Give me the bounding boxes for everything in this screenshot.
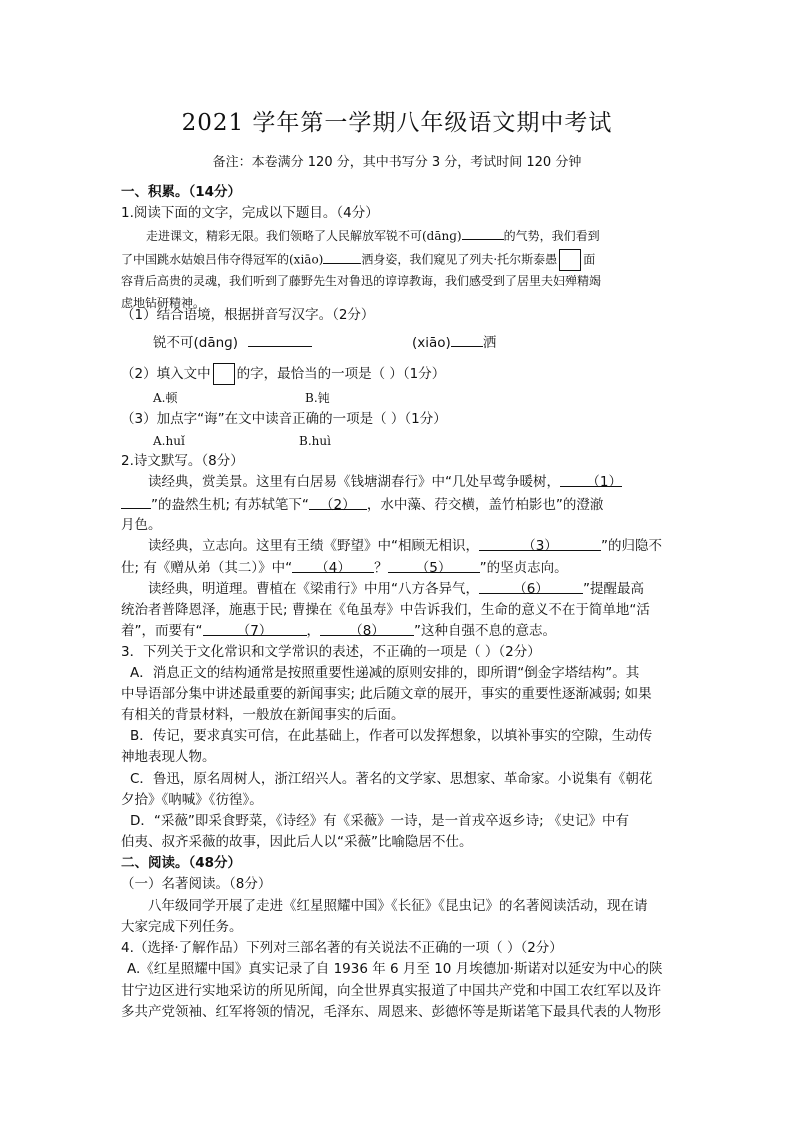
q4-stem: 4.（选择·了解作品）下列对三部名著的有关说法不正确的一项（ ）（2分） — [121, 940, 563, 956]
fill-box-ref — [213, 363, 235, 385]
q3-option-c-line-2: 夕拾》《呐喊》《彷徨》。 — [121, 792, 263, 808]
blank-1-cont[interactable] — [121, 495, 151, 509]
blank-5[interactable]: （5） — [388, 559, 480, 573]
q4-option-a-line-1[interactable]: A.《红星照耀中国》真实记录了自 1936 年 6 月至 10 月埃德加·斯诺对以延安为中心的陕 — [127, 961, 663, 977]
exam-note: 备注：本卷满分 120 分，其中书写分 3 分，考试时间 120 分钟 — [212, 155, 582, 170]
blank-2[interactable]: （2） — [309, 496, 367, 510]
blank-4[interactable]: （4） — [292, 559, 374, 573]
q3-option-a-line-3: 有相关的背景材料，一般放在新闻事实的后面。 — [121, 707, 405, 723]
q2-p1-line-2: ”的盎然生机; 有苏轼笔下“ （2） ，水中藻、荇交横，盖竹柏影也”的澄澈 — [121, 495, 603, 514]
q3-option-c-line-1[interactable]: C．鲁迅，原名周树人，浙江绍兴人。著名的文学家、思想家、革命家。小说集有《朝花 — [130, 771, 653, 787]
q2-p1-line-3: 月色。 — [121, 517, 162, 533]
q3-option-a-line-1[interactable]: A．消息正文的结构通常是按照重要性递减的原则安排的，即所谓“倒金字塔结构”。其 — [130, 665, 640, 681]
q2-p1-line-1: 读经典，赏美景。这里有白居易《钱塘湖春行》中“几处早莺争暖树， （1） — [148, 474, 622, 490]
q1-sub2: （2）填入文中 的字，最恰当的一项是（ ）（1分） — [121, 363, 445, 385]
q2-p3-line-2: 统治者普降恩泽，施惠于民; 曹操在《龟虽寿》中告诉我们，生命的意义不在于简单地“活 — [121, 602, 650, 618]
q1-sub3-opt-a[interactable]: A.huǐ — [153, 434, 185, 448]
q1-sub2-opt-b[interactable]: B.钝 — [305, 391, 330, 405]
q3-option-b-line-2: 神地表现人物。 — [121, 749, 216, 765]
section-2-heading: 二、阅读。（48分） — [121, 855, 242, 871]
q4-option-a-line-3: 多共产党领袖、红军将领的情况，毛泽东、周恩来、彭德怀等是斯诺笔下最具代表的人物形 — [121, 1004, 661, 1020]
blank-xiao[interactable] — [323, 250, 361, 264]
q2-p3-line-1: 读经典，明道理。曹植在《梁甫行》中用“八方各异气， （6） ”提醒最高 — [148, 581, 644, 597]
q1-passage-line-1: 走进课文，精彩无限。我们领略了人民解放军锐不可(dānɡ) 的气势，我们看到 — [146, 226, 600, 245]
blank-7[interactable]: （7） — [203, 622, 307, 636]
section-2-intro-line-1: 八年级同学开展了走进《红星照耀中国》《长征》《昆虫记》的名著阅读活动，现在请 — [148, 898, 648, 914]
fill-box[interactable] — [559, 249, 581, 271]
section-1-heading: 一、积累。（14分） — [121, 184, 242, 200]
q1-sub3-opt-b[interactable]: B.huì — [299, 434, 331, 448]
q3-option-b-line-1[interactable]: B．传记，要求真实可信，在此基础上，作者可以发挥想象，以填补事实的空隙，生动传 — [130, 728, 653, 744]
answer-blank-dang[interactable] — [248, 333, 312, 347]
q3-option-d-line-2: 伯夷、叔齐采薇的故事，因此后人以“采薇”比喻隐居不仕。 — [121, 834, 473, 850]
q1-sub1: （1）结合语境，根据拼音写汉字。（2分） — [121, 307, 375, 323]
section-2-intro-line-2: 大家完成下列任务。 — [121, 919, 243, 935]
q3-option-d-line-1[interactable]: D．“采薇”即采食野菜，《诗经》有《采薇》一诗，是一首戎卒返乡诗; 《史记》中有 — [130, 813, 629, 829]
q1-passage-line-3: 容背后高贵的灵魂，我们听到了藤野先生对鲁迅的谆谆教诲，我们感受到了居里夫妇殚精竭 — [121, 274, 602, 288]
blank-dang[interactable] — [462, 226, 504, 240]
blank-6[interactable]: （6） — [479, 580, 583, 594]
q1-passage-line-2: 了中国跳水姑娘吕伟夺得冠军的(xiāo) 洒身姿，我们窥见了列夫·托尔斯泰愚 面 — [121, 249, 595, 271]
answer-blank-xiao[interactable] — [451, 333, 483, 347]
q2-p3-line-3: 着”，而要有“ （7） ， （8） ”这种自强不息的意志。 — [121, 623, 556, 639]
blank-3[interactable]: （3） — [479, 537, 601, 551]
q3-stem: 3．下列关于文化常识和文学常识的表述，不正确的一项是（ ）（2分） — [121, 644, 541, 660]
q3-option-a-line-2: 中导语部分集中讲述最重要的新闻事实; 此后随文章的展开，事实的重要性逐渐减弱; 如果 — [121, 686, 652, 702]
q1-sub2-opt-a[interactable]: A.顿 — [153, 391, 178, 405]
section-2-sub-heading: （一）名著阅读。（8分） — [121, 876, 272, 892]
q4-option-a-line-2: 甘宁边区进行实地采访的所见所闻，向全世界真实报道了中国共产党和中国工农红军以及许 — [121, 983, 661, 999]
blank-8[interactable]: （8） — [320, 622, 414, 636]
page-title: 2021 学年第一学期八年级语文期中考试 — [181, 110, 613, 136]
q1-sub1-a: 锐不可(dānɡ) — [153, 333, 312, 352]
q1-stem: 1.阅读下面的文字，完成以下题目。（4分） — [121, 205, 379, 221]
q1-sub1-b: (xiāo) 洒 — [412, 335, 497, 351]
q1-passage-line-4: 虑地钻研精神。 — [121, 296, 206, 310]
blank-1[interactable]: （1） — [560, 473, 622, 487]
q2-p2-line-2: 仕; 有《赠从弟（其二）》中“ （4） ？ （5） ”的坚贞志向。 — [121, 560, 568, 576]
q2-p2-line-1: 读经典，立志向。这里有王绩《野望》中“相顾无相识， （3） ”的归隐不 — [148, 538, 662, 554]
q1-sub3: （3）加点字“诲”在文中读音正确的一项是（ ）（1分） — [121, 411, 447, 427]
q2-stem: 2.诗文默写。（8分） — [121, 453, 244, 469]
